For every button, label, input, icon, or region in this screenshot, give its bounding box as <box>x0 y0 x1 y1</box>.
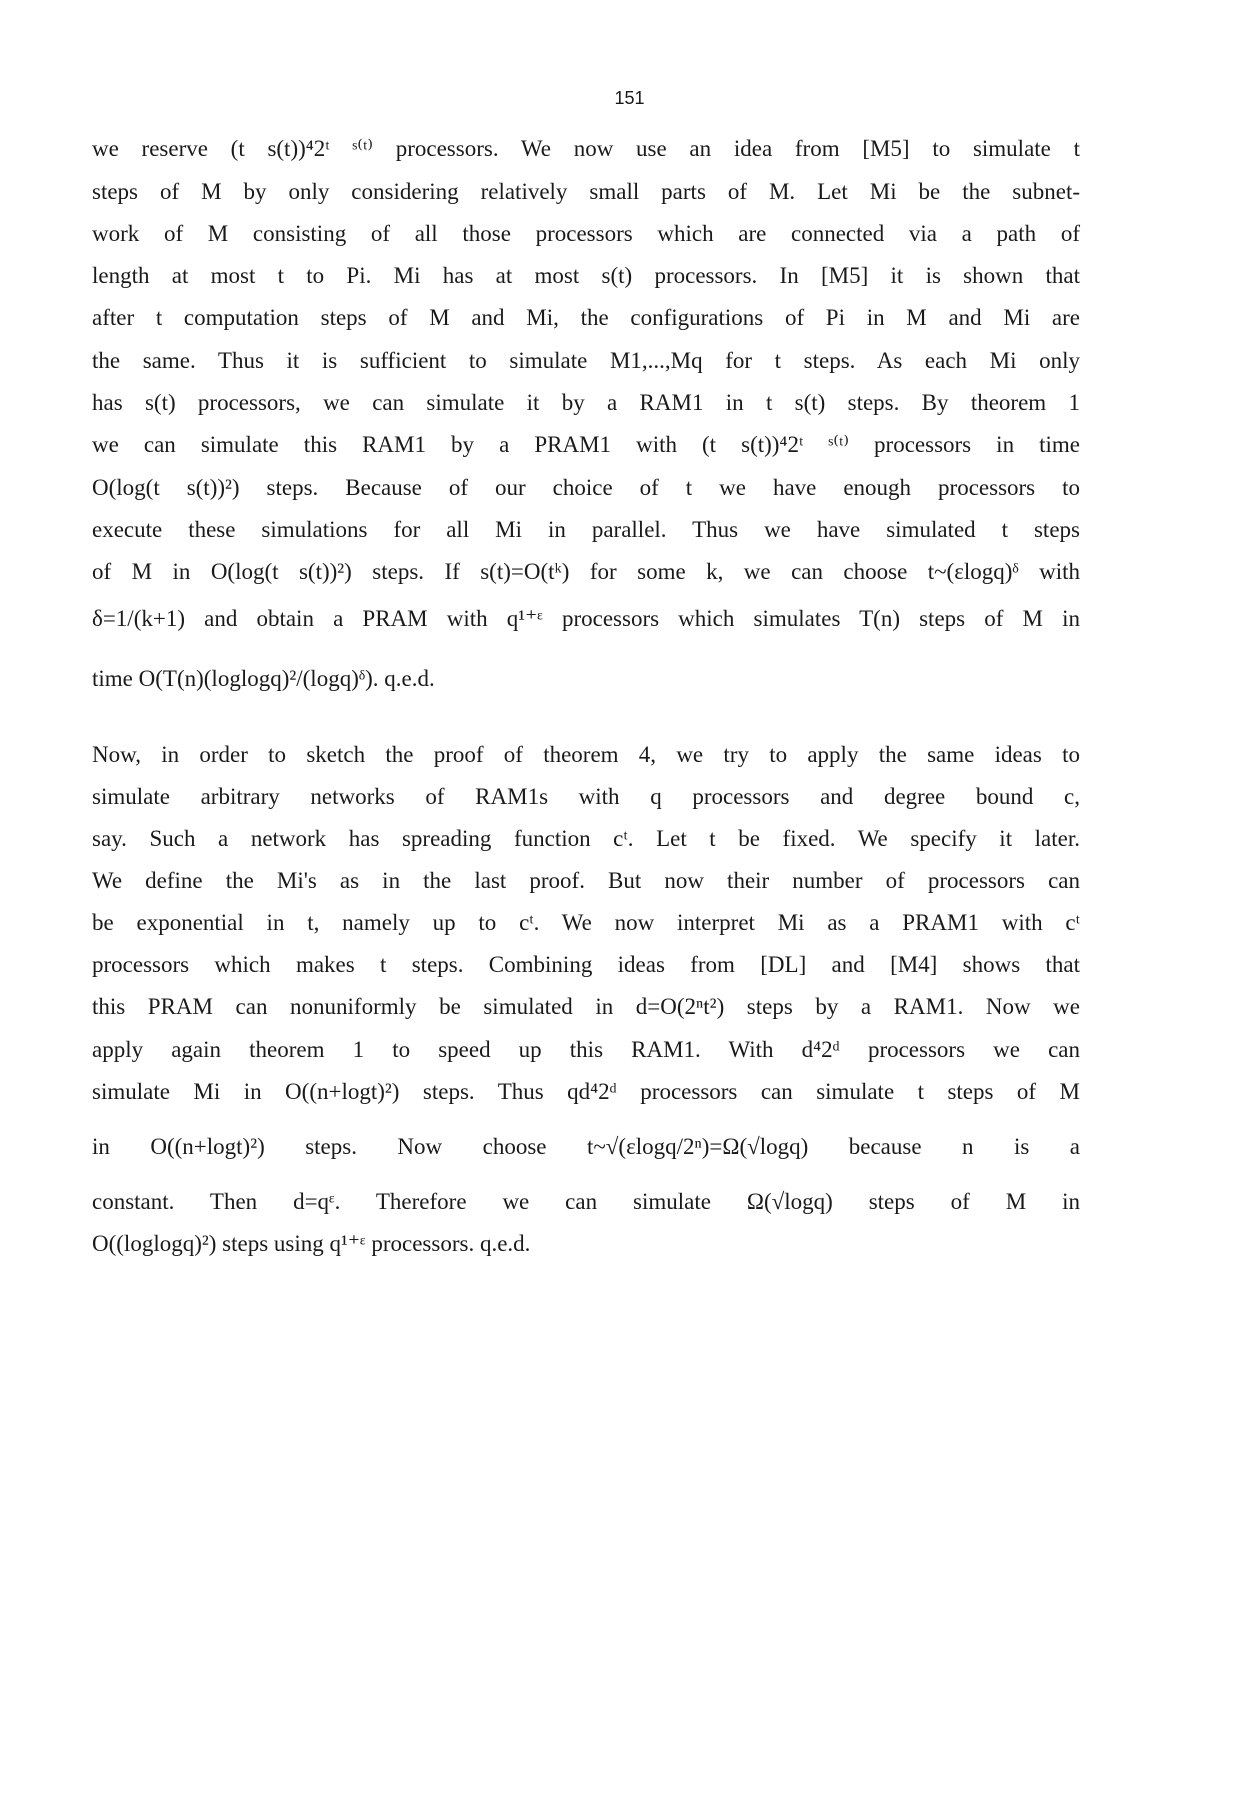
text-line: We define the Mi's as in the last proof. But now their number of processors can <box>92 868 1080 893</box>
text-line: length at most t to Pi. Mi has at most s(t) processors. In [M5] it is shown that <box>92 263 1080 288</box>
text-line: be exponential in t, namely up to cᵗ. We now interpret Mi as a PRAM1 with cᵗ <box>92 910 1080 935</box>
text-line: this PRAM can nonuniformly be simulated in d=O(2ⁿt²) steps by a RAM1. Now we <box>92 994 1080 1019</box>
text-line: work of M consisting of all those processors which are connected via a path of <box>92 221 1080 246</box>
page-number: 151 <box>614 88 645 108</box>
text-line: constant. Then d=qᵋ. Therefore we can simulate Ω(√logq) steps of M in <box>92 1189 1080 1214</box>
text-line: O((loglogq)²) steps using q¹⁺ᵋ processors. q.e.d. <box>92 1231 531 1256</box>
text-line: time O(T(n)(loglogq)²/(logq)ᵟ). q.e.d. <box>92 666 435 691</box>
text-line: execute these simulations for all Mi in parallel. Thus we have simulated t steps <box>92 517 1080 542</box>
text-line: we can simulate this RAM1 by a PRAM1 with (t s(t))⁴2ᵗ ˢ⁽ᵗ⁾ processors in time <box>92 432 1080 457</box>
text-line: steps of M by only considering relatively small parts of M. Let Mi be the subnet- <box>92 179 1080 204</box>
text-line: say. Such a network has spreading function cᵗ. Let t be fixed. We specify it later. <box>92 826 1080 851</box>
text-line: the same. Thus it is sufficient to simulate M1,...,Mq for t steps. As each Mi only <box>92 348 1080 373</box>
text-line: after t computation steps of M and Mi, the configurations of Pi in M and Mi are <box>92 305 1080 330</box>
text-line: Now, in order to sketch the proof of theorem 4, we try to apply the same ideas to <box>92 742 1080 767</box>
text-line: of M in O(log(t s(t))²) steps. If s(t)=O(tᵏ) for some k, we can choose t~(εlogq)ᵟ with <box>92 559 1080 584</box>
text-line: processors which makes t steps. Combining ideas from [DL] and [M4] shows that <box>92 952 1080 977</box>
text-line: simulate arbitrary networks of RAM1s with q processors and degree bound c, <box>92 784 1080 809</box>
text-line: O(log(t s(t))²) steps. Because of our choice of t we have enough processors to <box>92 475 1080 500</box>
text-line: we reserve (t s(t))⁴2ᵗ ˢ⁽ᵗ⁾ processors. We now use an idea from [M5] to simulate t <box>92 136 1080 161</box>
text-line: δ=1/(k+1) and obtain a PRAM with q¹⁺ᵋ processors which simulates T(n) steps of M in <box>92 606 1080 631</box>
text-line: in O((n+logt)²) steps. Now choose t~√(εlogq/2ⁿ)=Ω(√logq) because n is a <box>92 1134 1080 1159</box>
text-line: has s(t) processors, we can simulate it by a RAM1 in t s(t) steps. By theorem 1 <box>92 390 1080 415</box>
text-line: apply again theorem 1 to speed up this RAM1. With d⁴2ᵈ processors we can <box>92 1037 1080 1062</box>
text-line: simulate Mi in O((n+logt)²) steps. Thus qd⁴2ᵈ processors can simulate t steps of M <box>92 1079 1080 1104</box>
